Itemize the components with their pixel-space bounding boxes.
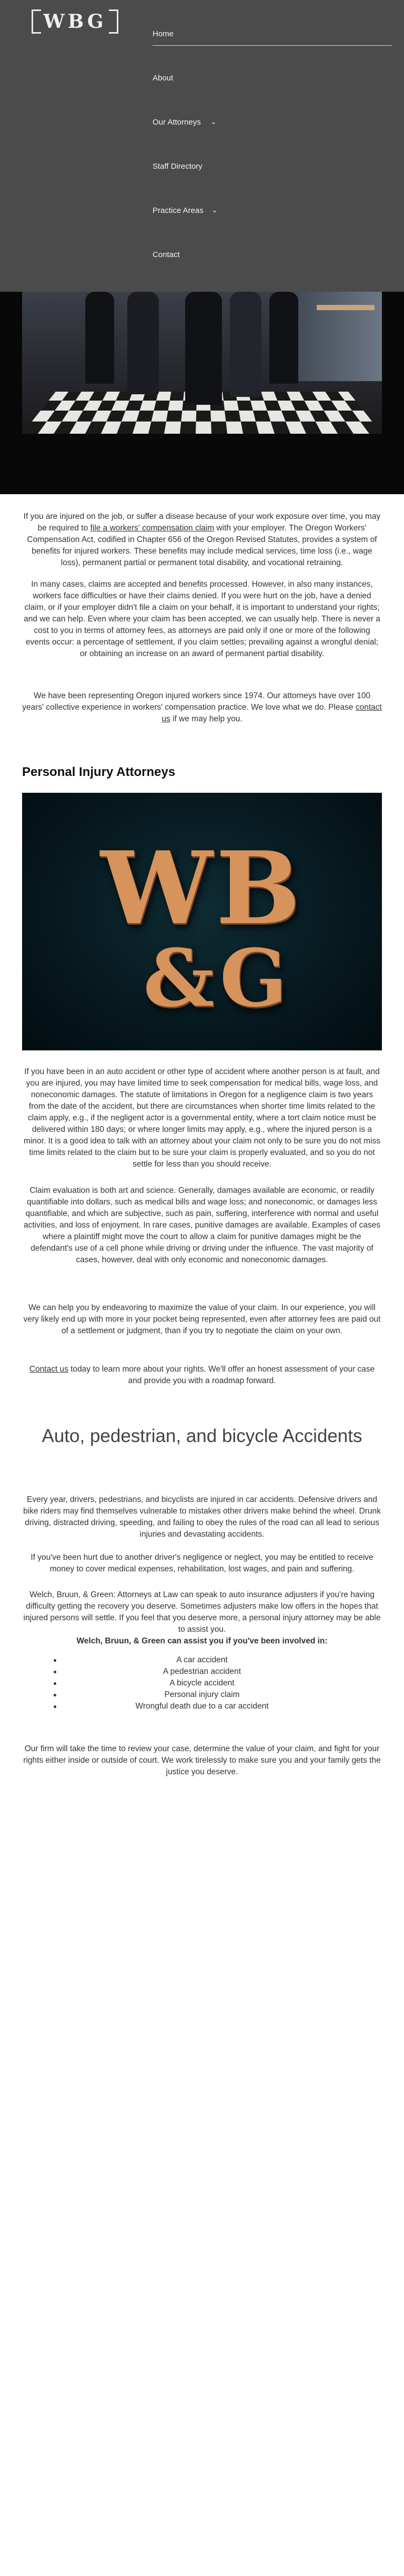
accidents-paragraph-4: Our firm will take the time to review your case, determine the value of your claim, and fight for your rights either inside or outside of court. We work tirelessly to make sure you and your family gets the justice you deserve.: [23, 1744, 381, 1776]
photo-table: [317, 305, 375, 310]
workers-comp-paragraph-2: In many cases, claims are accepted and benefits processed. However, in also many instances, workers face difficulties or have their claims denied. If you were hurt on the job, have a denied claim, or if your employer didn't file a claim on your behalf, it is important to understand your rights; and we can help. Even where your claim has been accepted, we can usually help. There is never a cost to you in terms of attorney fees, as attorneys are paid only if one or more of the following events occur: a percentage of settlement, if you claim settles; prevailing against a wrongful denial; or obtaining an increase on an award of permanent partial disability.: [24, 580, 380, 658]
logo-text: WBG: [43, 11, 107, 33]
photo-person: [230, 292, 261, 397]
wbg-letters-line-2: &G: [143, 932, 292, 1025]
list-item: A bicycle accident: [22, 1678, 382, 1689]
accidents-p4-section: [22, 1743, 382, 1778]
accidents-list-heading: Welch, Bruun, & Green can assist you if you've been involved in:: [76, 1637, 328, 1645]
photo-person: [269, 292, 298, 384]
text: if we may help you.: [170, 714, 243, 723]
text: today to learn more about your rights. We'll offer an honest assessment of your case and provide you with a roadmap forward.: [68, 1365, 375, 1385]
main-nav: [153, 22, 404, 287]
nav-item-label: Practice Areas: [153, 206, 204, 215]
personal-injury-p1-section: [22, 1066, 382, 1170]
chevron-down-icon[interactable]: ⌄: [211, 206, 218, 214]
chevron-down-icon[interactable]: ⌄: [210, 117, 217, 126]
list-item: Personal injury claim: [22, 1689, 382, 1701]
nav-item-label: Contact: [153, 250, 180, 259]
workers-comp-paragraph-1: [22, 511, 382, 569]
site-header: [0, 0, 404, 292]
file-claim-link[interactable]: file a workers' compensation claim: [90, 524, 215, 533]
workers-comp-section: [22, 511, 382, 569]
nav-item-label: About: [153, 74, 174, 83]
accidents-p3-section: [22, 1589, 382, 1712]
logo[interactable]: [32, 9, 118, 34]
nav-item-staff-directory[interactable]: [153, 155, 404, 199]
nav-item-home[interactable]: [153, 22, 404, 66]
logo-corner-top: [109, 9, 118, 11]
accidents-p2-section: [22, 1552, 382, 1575]
accidents-p1-section: [22, 1494, 382, 1540]
personal-injury-p4-section: [22, 1364, 382, 1387]
nav-item-our-attorneys[interactable]: [153, 110, 404, 155]
personal-injury-paragraph-4: [22, 1364, 382, 1387]
photo-person: [127, 292, 159, 394]
workers-comp-section-2: [22, 579, 382, 660]
hero-section: [0, 292, 404, 494]
text: We have been representing Oregon injured workers since 1974. Our attorneys have over 100 years' collective experience in workers' compensation practice. We love what we do. Please: [22, 691, 370, 712]
nav-active-underline: [153, 45, 392, 46]
accident-types-list: [22, 1654, 382, 1712]
photo-person: [85, 292, 114, 384]
contact-us-link[interactable]: contact us: [161, 703, 382, 723]
personal-injury-paragraph-2: Claim evaluation is both art and science. Generally, damages available are economic, or readily quantifiable into dollars, such as medical bills and wage loss; and noneconomic, or damages less quantifiable, and which are subjective, such as pain, suffering, interference with normal and useful activities, and loss of enjoyment. In rare cases, punitive damages are available. Examples of cases where a plaintiff might move the court to allow a claim for punitive damages might be the defendant's use of a cell phone while driving or driving under the influence. The vast majority of cases, however, deal with only economic and noneconomic damages.: [23, 1186, 381, 1264]
text: If you are injured on the job, or suffer a disease because of your work exposure over time, you may be required to: [23, 512, 381, 533]
accidents-paragraph-1: Every year, drivers, pedestrians, and bicyclists are injured in car accidents. Defensive drivers and bike riders may find themselves vulnerable to mistakes other drivers make behind the wheel. Drunk driving, distracted driving, speeding, and failing to obey the rules of the road can all lead to serious injuries and devastating accidents.: [23, 1495, 381, 1539]
nav-item-about[interactable]: [153, 66, 404, 110]
list-item: A pedestrian accident: [22, 1666, 382, 1678]
wbg-logo-image: [22, 793, 382, 1050]
team-photo: [22, 292, 382, 434]
text: with your employer. The Oregon Workers' Compensation Act, codified in Chapter 656 of the Oregon Revised Statutes, provides a system of benefits for injured workers. These benefits may include medical services, time loss (i.e., wage loss), permanent partial or permanent total disability, and vocational retraining.: [27, 524, 377, 567]
nav-item-label: Our Attorneys: [153, 118, 201, 127]
nav-item-label: Home: [153, 29, 174, 38]
workers-comp-paragraph-3: [22, 690, 382, 725]
contact-us-link[interactable]: Contact us: [29, 1365, 68, 1374]
personal-injury-title: Personal Injury Attorneys: [22, 765, 176, 779]
nav-item-label: Staff Directory: [153, 162, 203, 171]
accidents-paragraph-2: If you've been hurt due to another driver's negligence or neglect, you may be entitled to receive money to cover medical expenses, rehabilitation, lost wages, and pain and suffering.: [31, 1553, 373, 1573]
logo-corner-bottom: [109, 32, 118, 34]
workers-comp-section-3: [22, 690, 382, 725]
accidents-title: Auto, pedestrian, and bicycle Accidents: [42, 1426, 362, 1446]
list-item: Wrongful death due to a car accident: [22, 1701, 382, 1712]
list-item: A car accident: [22, 1654, 382, 1666]
personal-injury-p2-section: [22, 1185, 382, 1266]
photo-person: [185, 292, 222, 405]
personal-injury-paragraph-1: If you have been in an auto accident or other type of accident where another person is at fault, and you are injured, you may have limited time to seek compensation for medical bills, wage loss, and noneconomic damages. The statute of limitations in Oregon for a negligence claim is two years from the date of the accident, but there are circumstances when shorter time limits related to the claim apply, e.g., if the negligent actor is a governmental entity, where a tort claim notice must be delivered within 180 days; or where longer limits may apply, e.g., where the injured person is a minor. It is a good idea to talk with an attorney about your claim not only to be sure you do not miss time limits related to the claim but to be sure your claim is properly evaluated, and so you do not settle for less than you should receive.: [23, 1067, 381, 1169]
nav-item-practice-areas[interactable]: [153, 199, 404, 243]
personal-injury-p3-section: [22, 1302, 382, 1337]
wbg-letters-line-1: WB: [100, 830, 304, 947]
personal-injury-paragraph-3: We can help you by endeavoring to maximize the value of your claim. In our experience, you will very likely end up with more in your pocket being represented, even after attorney fees are paid out of a settlement or judgment, than if you try to negotiate the claim on your own.: [23, 1303, 381, 1335]
accidents-paragraph-3: Welch, Bruun, & Green: Attorneys at Law can speak to auto insurance adjusters if you're having difficulty getting the recovery you deserve. Sometimes adjusters make low offers in the hopes that injured persons will settle. If you feel that you deserve more, a personal injury attorney may be able to assist you.: [23, 1590, 381, 1634]
nav-item-contact[interactable]: [153, 243, 404, 287]
